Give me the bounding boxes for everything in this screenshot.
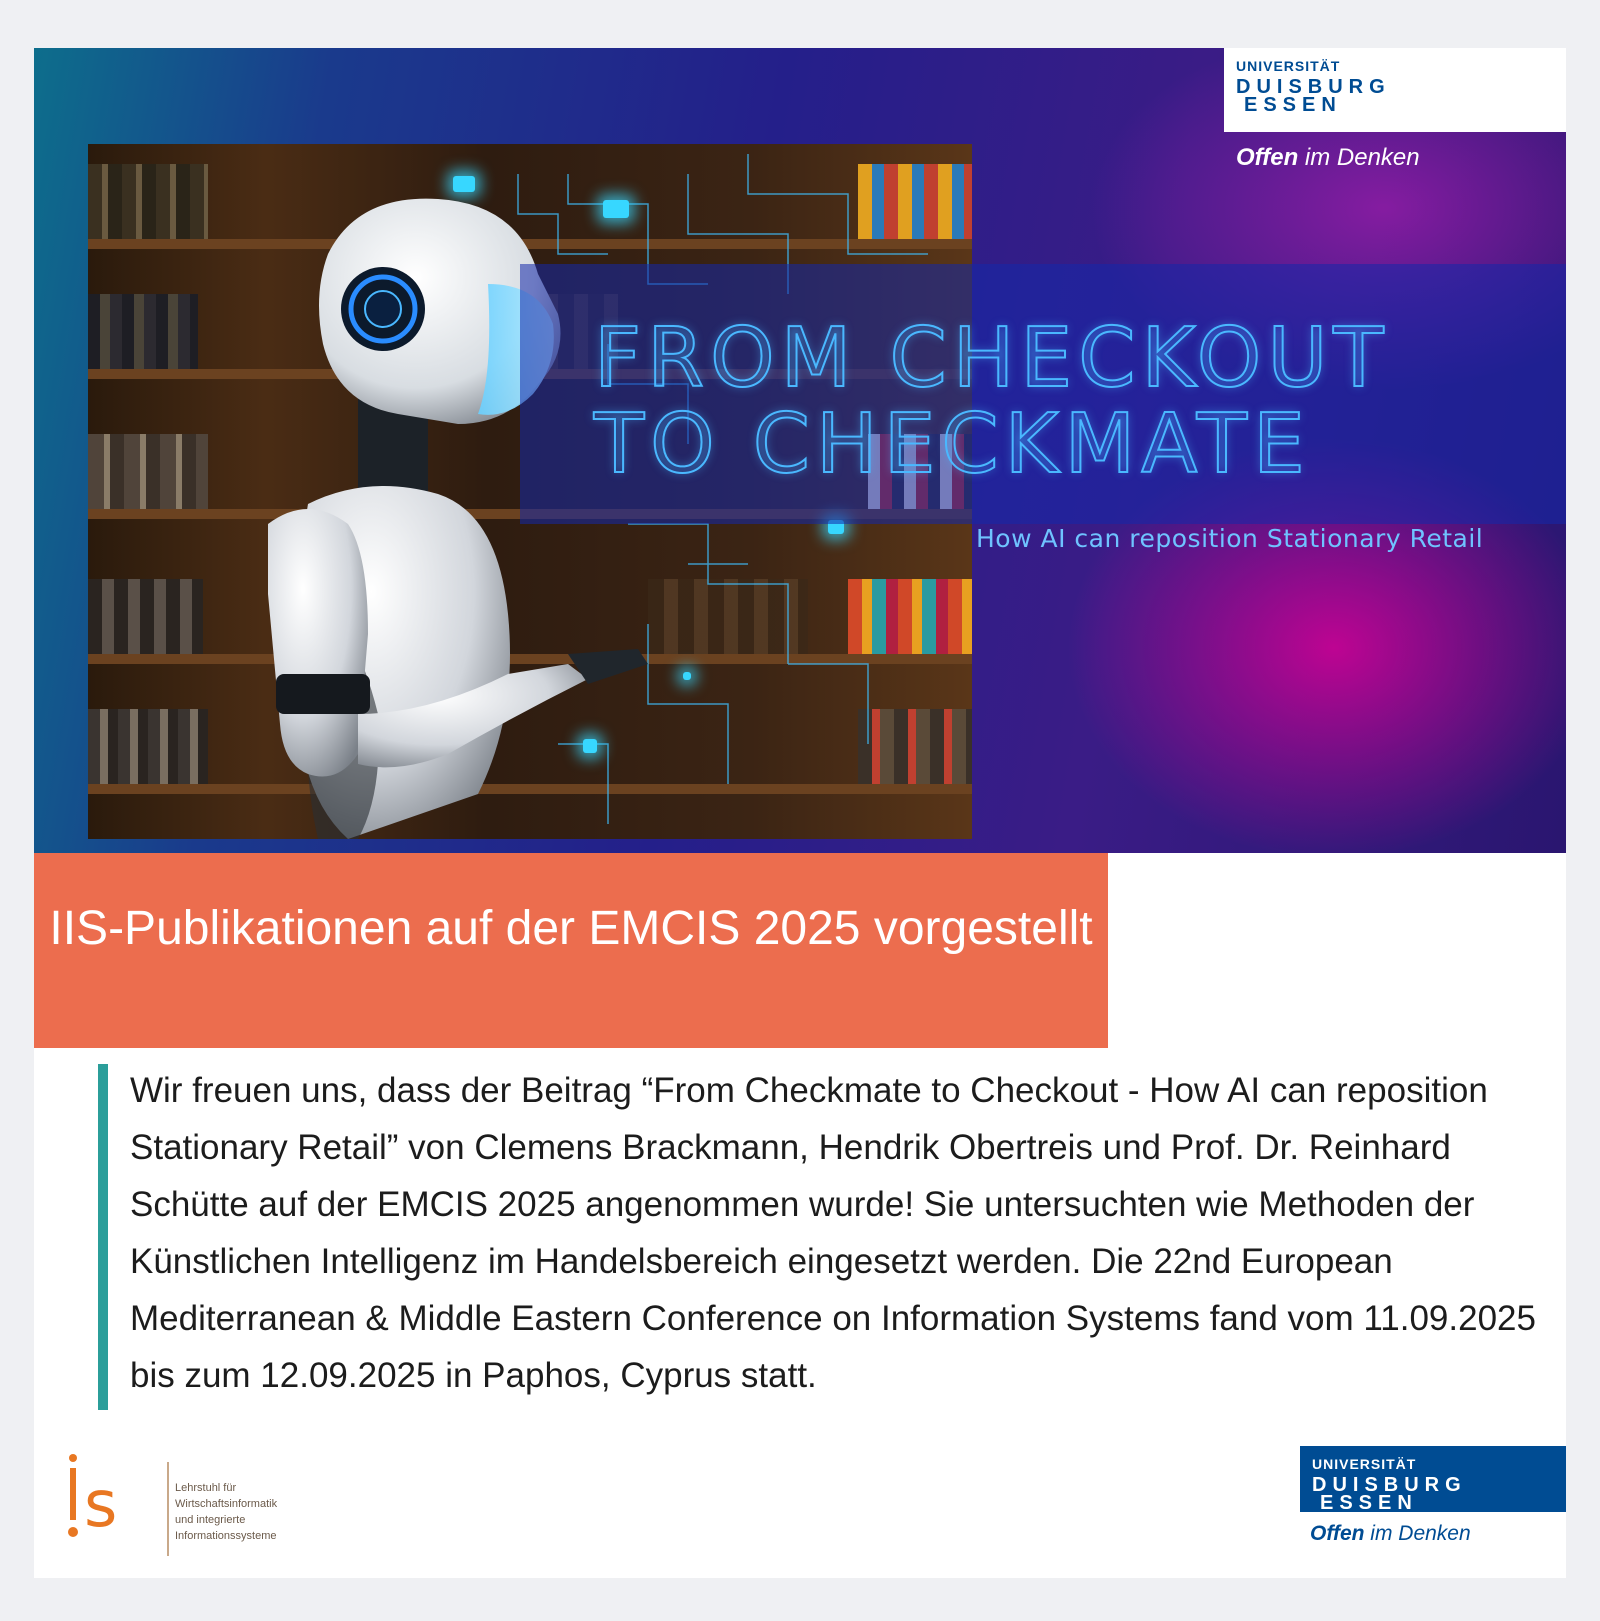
chair-logo-divider <box>167 1462 169 1556</box>
chair-logo-text: Lehrstuhl für Wirtschaftsinformatik und integrierte Informationssysteme <box>175 1482 278 1542</box>
university-logo-bottom <box>1300 1446 1566 1512</box>
logo-small-text: UNIVERSITÄT <box>1236 58 1341 74</box>
logo-tagline-bottom: Offen im Denken <box>1310 1522 1471 1545</box>
chair-is-logo <box>64 1448 139 1558</box>
logo-tagline-top: Offen im Denken <box>1236 144 1420 171</box>
headline-box <box>34 853 1108 1048</box>
logo-wordmark: DUISBURG ESSEN <box>1236 76 1391 116</box>
headline: IIS-Publikationen auf der EMCIS 2025 vorgestellt <box>49 902 1093 955</box>
hero-title: FROM CHECKOUT TO CHECKMATE <box>594 311 1390 492</box>
svg-text:s: s <box>84 1468 118 1542</box>
logo-small-text: UNIVERSITÄT <box>1312 1456 1417 1472</box>
quote-accent-bar <box>98 1064 108 1410</box>
university-logo-top <box>1224 48 1566 132</box>
hero-banner-image <box>34 48 1566 853</box>
hero-subtitle: How AI can reposition Stationary Retail <box>976 524 1484 553</box>
logo-wordmark: DUISBURG ESSEN <box>1312 1474 1467 1514</box>
article-body: Wir freuen uns, dass der Beitrag “From Checkmate to Checkout - How AI can reposition Stationary Retail” von Clemens Brackmann, Hendrik Obertreis und Prof. Dr. Reinhard Schütte auf der EMCIS 2025 angenommen wurde! Sie untersuchten wie Methoden der Künstlichen Intelligenz im Handelsbereich eingesetzt werden. Die 22nd European Mediterranean & Middle Eastern Conference on Information Systems fand vom 11.09.2025 bis zum 12.09.2025 in Paphos, Cyprus statt. <box>130 1071 1536 1395</box>
news-card <box>34 48 1566 1578</box>
